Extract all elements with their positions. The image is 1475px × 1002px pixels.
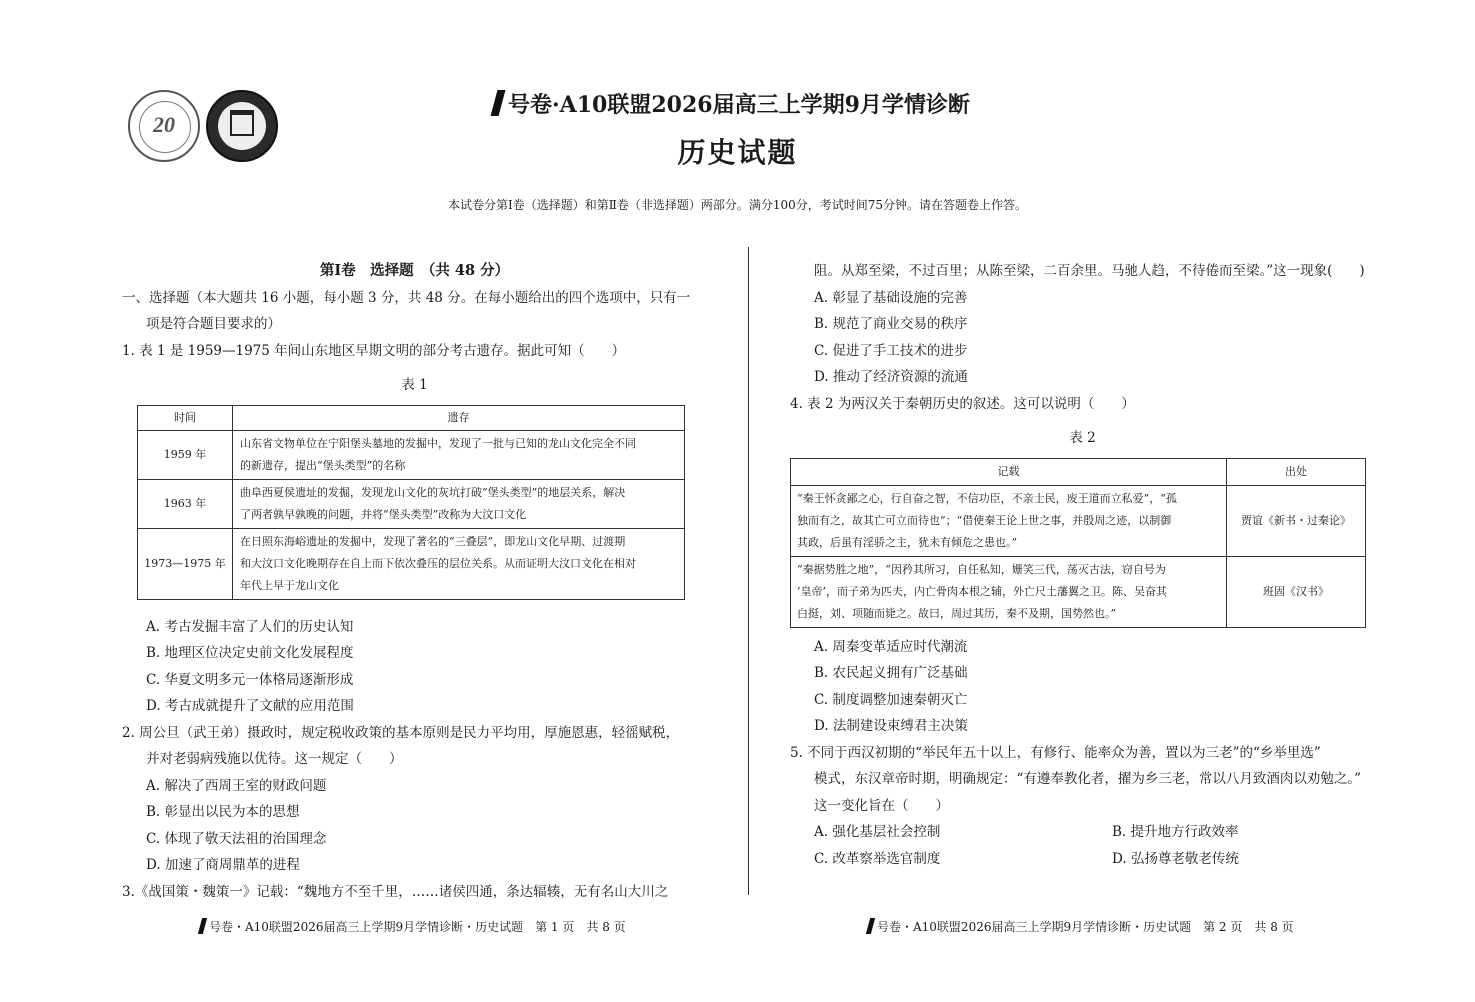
q4-option-a: A. 周秦变革适应时代潮流 [814,638,968,655]
question-2-stem: 2. 周公旦（武王弟）摄政时，规定税收政策的基本原则是民力平均用，厚施恩惠，轻徭赋税， [122,724,680,741]
q4-option-d: D. 法制建设束缚君主决策 [814,718,968,734]
brand-mark-icon [491,90,506,116]
footer-page-1: 号卷・A10联盟2026届高三上学期9月学情诊断・历史试题 第 1 页 共 8 页 [200,918,626,935]
q4-option-c: C. 制度调整加速秦朝灭亡 [814,691,968,708]
footer-page-2: 号卷・A10联盟2026届高三上学期9月学情诊断・历史试题 第 2 页 共 8 页 [868,918,1294,935]
table-2-caption: 表 2 [1069,430,1096,446]
right-column [790,258,1375,872]
table-cell-content [233,479,685,528]
section-title: 第Ⅰ卷 选择题 （共 48 分） [319,262,510,279]
question-5-stem-cont: 模式，东汉章帝时期，明确规定：“有遵奉教化者，擢为乡三老，常以八月致酒肉以劝勉之。” [814,771,1362,787]
question-3-stem-cont: 阻。从郑至梁，不过百里；从陈至梁，二百余里。马驰人趋，不待倦而至梁。”这一现象( ) [814,263,1365,279]
exam-brand-title: 号卷·A10联盟2026届高三上学期9月学情诊断 [494,88,1014,119]
q4-option-b: B. 农民起义拥有广泛基础 [814,665,968,681]
q5-options-row [790,819,1375,846]
table-header: 记载 [791,458,1227,485]
table-row [791,485,1366,556]
table-cell-year: 1973—1975 年 [138,528,233,599]
table-2 [790,458,1366,628]
table-header-row [791,458,1366,485]
q2-option-a: A. 解决了西周王室的财政问题 [146,777,327,794]
table-cell-content [791,485,1227,556]
table-header: 时间 [138,405,233,430]
q3-option-b: B. 规范了商业交易的秩序 [814,316,968,332]
table-cell-source: 班固《汉书》 [1227,556,1366,627]
cell-line: 独而有之，故其亡可立而待也”；“借使秦王论上世之事，并殷周之迹，以制御 [797,513,1172,527]
cell-line: 曲阜西夏侯遗址的发掘，发现龙山文化的灰坑打破“堡头类型”的地层关系，解决 [240,485,626,499]
q1-option-d: D. 考古成就提升了文献的应用范围 [146,698,354,714]
table-cell-source: 贾谊《新书・过秦论》 [1227,485,1366,556]
table-row [138,528,685,599]
table-row [138,479,685,528]
q5-option-d: D. 弘扬尊老敬老传统 [1112,850,1239,867]
q3-option-d: D. 推动了经济资源的流通 [814,369,968,385]
table-1 [137,405,685,600]
cell-line: ‘皇帝’，而子弟为匹夫，内亡骨肉本根之辅，外亡尺土藩翼之卫。陈、吴奋其 [797,584,1167,598]
question-5-stem-cont: 这一变化旨在（ ） [814,797,949,814]
table-header: 出处 [1227,458,1366,485]
cell-line: 年代上早于龙山文化 [240,578,339,592]
q3-option-c: C. 促进了手工技术的进步 [814,342,968,359]
q1-option-b: B. 地理区位决定史前文化发展程度 [146,645,354,661]
table-row [138,430,685,479]
cell-line: 的新遗存，提出“堡头类型”的名称 [240,458,406,472]
table-cell-content [233,430,685,479]
cell-line: 山东省文物单位在宁阳堡头墓地的发掘中，发现了一批与已知的龙山文化完全不同 [240,436,636,450]
cell-line: 和大汶口文化晚期存在自上而下依次叠压的层位关系。从而证明大汶口文化在相对 [240,556,636,570]
table-cell-content [233,528,685,599]
exam-title: 历史试题 [677,136,798,169]
question-1-stem: 1. 表 1 是 1959—1975 年间山东地区早期文明的部分考古遗存。据此可知（ ） [122,342,626,359]
table-cell-year: 1959 年 [138,430,233,479]
q1-option-a: A. 考古发掘丰富了人们的历史认知 [146,618,354,635]
cell-line: 白挺，刘、项随而毙之。故曰，周过其历，秦不及期，国势然也。” [797,606,1117,620]
question-4-stem: 4. 表 2 为两汉关于秦朝历史的叙述。这可以说明（ ） [790,395,1135,412]
question-5-stem: 5. 不同于西汉初期的“举民年五十以上，有修行、能率众为善，置以为三老”的“乡举里选” [790,744,1321,761]
q5-option-a: A. 强化基层社会控制 [814,824,941,840]
table-header-row [138,405,685,430]
cell-line: “秦据势胜之地”，“因矜其所习，自任私知，姗笑三代，荡灭古法，窃自号为 [797,562,1166,576]
table-1-caption: 表 1 [401,377,428,393]
q5-options-row [790,846,1375,873]
part-heading: 一、选择题（本大题共 16 小题，每小题 3 分，共 48 分。在每小题给出的四个选项中，只有一 [122,289,691,306]
cell-line: 其政，后虽有淫骄之主，犹未有倾危之患也。” [797,535,1018,549]
cell-line: 了两者孰早孰晚的问题，并将“堡头类型”改称为大汶口文化 [240,507,527,521]
cell-line: “秦王怀贪鄙之心，行自奋之智，不信功臣，不亲士民，废王道而立私爱”，“孤 [797,491,1177,505]
table-row [791,556,1366,627]
part-heading-cont: 项是符合题目要求的） [146,316,281,332]
cell-line: 在日照东海峪遗址的发掘中，发现了著名的“三叠层”，即龙山文化早期、过渡期 [240,534,626,548]
q2-option-c: C. 体现了敬天法祖的治国理念 [146,830,327,847]
q5-option-b: B. 提升地方行政效率 [1112,824,1239,840]
left-column [122,258,707,905]
table-header: 遗存 [233,405,685,430]
table-cell-content [791,556,1227,627]
q5-option-c: C. 改革察举选官制度 [814,850,941,867]
question-3-stem: 3.《战国策・魏策一》记载：“魏地方不至千里，……诸侯四通，条达辐辏，无有名山大川之 [122,883,669,900]
q1-option-c: C. 华夏文明多元一体格局逐渐形成 [146,671,354,688]
table-cell-year: 1963 年 [138,479,233,528]
question-2-stem-cont: 并对老弱病残施以优待。这一规定（ ） [146,751,403,767]
exam-instructions: 本试卷分第Ⅰ卷（选择题）和第Ⅱ卷（非选择题）两部分。满分100分，考试时间75分钟。请在答题卷上作答。 [447,198,1028,212]
brand-mark-icon [866,918,875,934]
logo-number: 20 [153,112,175,137]
q2-option-b: B. 彰显出以民为本的思想 [146,804,300,820]
column-divider [748,247,749,895]
q2-option-d: D. 加速了商周鼎革的进程 [146,857,300,873]
q3-option-a: A. 彰显了基础设施的完善 [814,289,968,306]
brand-mark-icon [198,918,207,934]
